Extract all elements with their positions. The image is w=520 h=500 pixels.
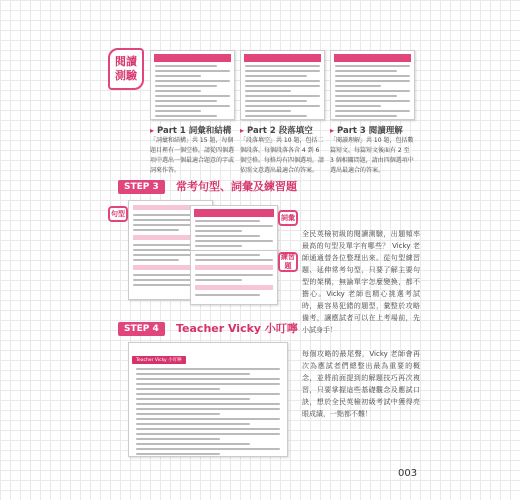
triangle-bullet-icon: ▸ [240, 126, 245, 135]
part2-preview-card [240, 50, 325, 120]
step4-badge: STEP 4 [118, 322, 165, 336]
card-header [194, 209, 274, 217]
part2-section [240, 124, 325, 176]
vocabulary-tag: 詞彙 [278, 210, 298, 226]
step4-description: 每個攻略的最尾聲，Vicky 老師會再次為應試者們總整出最為重要的概念，並將前面提到的解題技巧再次複習，只要掌握這些基礎觀念及應試口訣，想於全民英檢初級考試中獲得亮眼成績，一點都不難！ [302, 350, 420, 418]
part2-description: 「段落填空」共 10 題，包括二個段落，每個段落各含 4 到 6 個空格。每格均有四個選項，請依照文意選出最適合的答案。 [240, 137, 325, 174]
part1-preview-card [150, 50, 235, 120]
part3-section [330, 124, 415, 176]
triangle-bullet-icon: ▸ [150, 126, 155, 135]
step3-title: 常考句型、詞彙及練習題 [176, 180, 297, 193]
reading-test-tab [108, 48, 144, 90]
part2-title: Part 2 段落填空 [246, 126, 313, 136]
step4-title: Teacher Vicky 小叮嚀 [176, 322, 298, 335]
card-header [244, 54, 321, 62]
practice-preview [190, 250, 278, 305]
reading-test-tab-label: 閱讀 測驗 [115, 55, 137, 82]
teacher-vicky-preview [128, 342, 288, 457]
part3-title: Part 3 閱讀理解 [336, 126, 403, 136]
triangle-bullet-icon: ▸ [330, 126, 335, 135]
card-header [334, 54, 411, 62]
teacher-vicky-card-header: Teacher Vicky 小叮嚀 [132, 356, 186, 364]
part1-title: Part 1 詞彙和結構 [156, 126, 232, 136]
part3-description: 「閱讀理解」共 10 題，包括數篇短文，每篇短文後面有 2 至 3 個相關問題，請由四個選項中選出最適合的答案。 [330, 137, 414, 174]
sentence-pattern-tag: 句型 [108, 206, 128, 222]
page-number: 003 [398, 468, 418, 479]
step3-badge: STEP 3 [118, 180, 165, 194]
part1-section [150, 124, 235, 176]
step3-description: 全民英檢初級的閱讀測驗，出題頻率最高的句型及單字有哪些？ Vicky 老師通通替各位整理出來。從句型練習題、延伸常考句型，只要了解主要句型的架構，無論單字怎麼變換，都不擔心。Vicky 老師也精心挑選考試時，最容易犯錯的題型，彙整於攻略備考，讓應試者可以在上考場前，先小試身手！ [302, 230, 420, 334]
practice-tag: 練習題 [278, 252, 298, 272]
part1-description: 「詞彙和結構」共 15 題，每個題目裡有一個空格，請從四個選項中選出一個最適合題意的字或詞來作答。 [150, 137, 235, 174]
card-header [154, 54, 231, 62]
part3-preview-card [330, 50, 415, 120]
